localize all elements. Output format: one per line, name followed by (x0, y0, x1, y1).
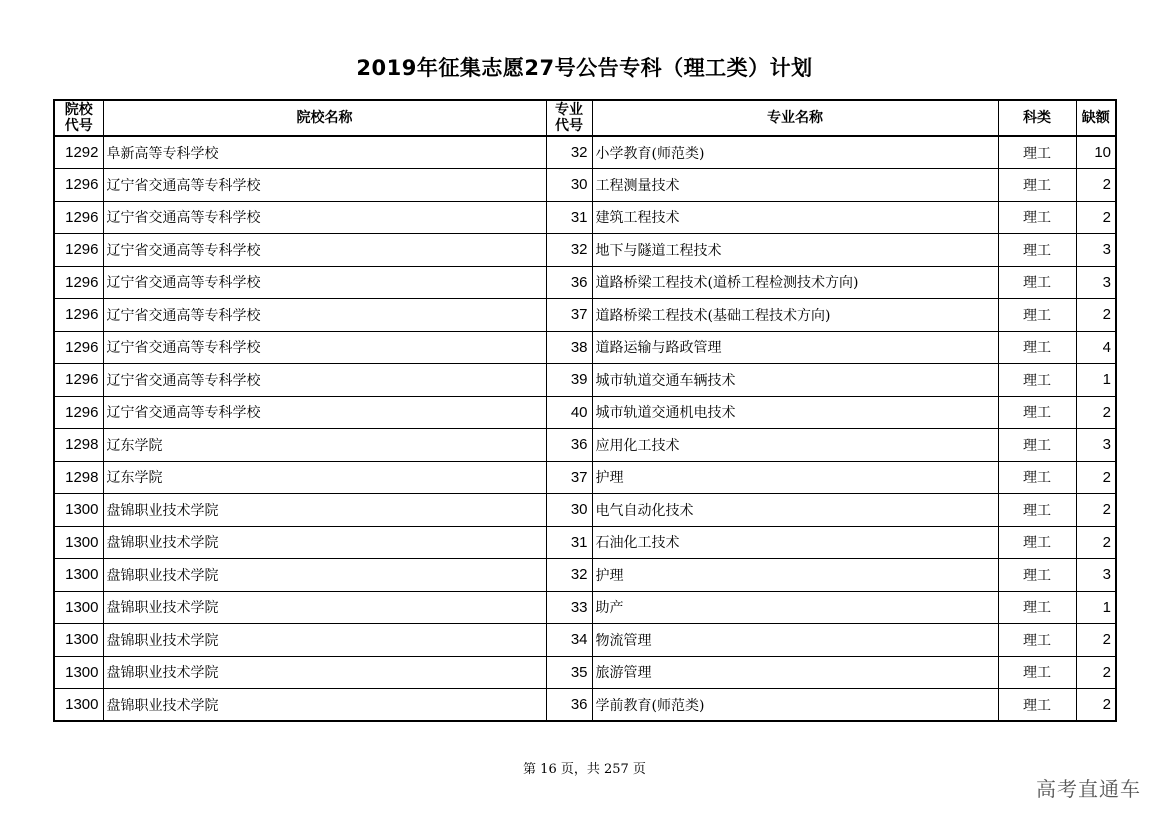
cell-category: 理工 (998, 364, 1076, 397)
table-row (54, 299, 1116, 332)
cell-school-code: 1296 (54, 299, 103, 332)
cell-major-code: 33 (546, 591, 592, 624)
cell-category: 理工 (998, 136, 1076, 169)
header-school-code (54, 100, 103, 136)
table-row (54, 461, 1116, 494)
header-major-name: 专业名称 (592, 100, 998, 136)
cell-school-code: 1300 (54, 559, 103, 592)
cell-vacancy: 2 (1076, 201, 1116, 234)
cell-school-name: 辽宁省交通高等专科学校 (103, 396, 546, 429)
table-row (54, 656, 1116, 689)
cell-school-code: 1296 (54, 364, 103, 397)
cell-category: 理工 (998, 526, 1076, 559)
cell-school-name: 辽宁省交通高等专科学校 (103, 266, 546, 299)
cell-school-code: 1292 (54, 136, 103, 169)
cell-school-name: 辽东学院 (103, 461, 546, 494)
table-row (54, 526, 1116, 559)
cell-school-code: 1300 (54, 494, 103, 527)
cell-vacancy: 3 (1076, 429, 1116, 462)
cell-school-code: 1298 (54, 429, 103, 462)
cell-major-code: 30 (546, 169, 592, 202)
cell-major-code: 32 (546, 136, 592, 169)
page-title: 2019年征集志愿27号公告专科（理工类）计划 (356, 56, 813, 80)
cell-category: 理工 (998, 201, 1076, 234)
cell-major-name: 道路桥梁工程技术(道桥工程检测技术方向) (592, 266, 998, 299)
cell-school-name: 辽宁省交通高等专科学校 (103, 234, 546, 267)
cell-major-name: 石油化工技术 (592, 526, 998, 559)
cell-school-name: 辽东学院 (103, 429, 546, 462)
cell-major-code: 40 (546, 396, 592, 429)
table-row (54, 396, 1116, 429)
cell-vacancy: 4 (1076, 331, 1116, 364)
cell-school-code: 1296 (54, 331, 103, 364)
plan-table (53, 99, 1117, 722)
cell-school-code: 1300 (54, 591, 103, 624)
cell-category: 理工 (998, 494, 1076, 527)
header-category: 科类 (998, 100, 1076, 136)
watermark: 高考直通车 (1036, 777, 1141, 801)
cell-category: 理工 (998, 461, 1076, 494)
table-row (54, 331, 1116, 364)
cell-vacancy: 1 (1076, 364, 1116, 397)
cell-vacancy: 2 (1076, 169, 1116, 202)
cell-school-name: 辽宁省交通高等专科学校 (103, 201, 546, 234)
cell-category: 理工 (998, 299, 1076, 332)
cell-major-code: 38 (546, 331, 592, 364)
cell-major-name: 护理 (592, 559, 998, 592)
table-row (54, 234, 1116, 267)
header-vacancy: 缺额 (1076, 100, 1116, 136)
cell-school-name: 盘锦职业技术学院 (103, 591, 546, 624)
cell-vacancy: 2 (1076, 689, 1116, 722)
cell-major-name: 建筑工程技术 (592, 201, 998, 234)
cell-category: 理工 (998, 591, 1076, 624)
cell-category: 理工 (998, 656, 1076, 689)
cell-category: 理工 (998, 169, 1076, 202)
cell-school-name: 盘锦职业技术学院 (103, 526, 546, 559)
cell-major-code: 36 (546, 266, 592, 299)
header-school-code-line2: 代号 (64, 118, 93, 134)
cell-category: 理工 (998, 396, 1076, 429)
table-row (54, 169, 1116, 202)
table-row (54, 624, 1116, 657)
header-school-name: 院校名称 (103, 100, 546, 136)
table-row (54, 201, 1116, 234)
cell-school-name: 辽宁省交通高等专科学校 (103, 299, 546, 332)
header-major-code (546, 100, 592, 136)
table-row (54, 494, 1116, 527)
cell-school-code: 1296 (54, 201, 103, 234)
cell-school-code: 1296 (54, 396, 103, 429)
cell-major-code: 32 (546, 559, 592, 592)
cell-major-code: 31 (546, 526, 592, 559)
cell-school-name: 阜新高等专科学校 (103, 136, 546, 169)
cell-major-code: 30 (546, 494, 592, 527)
table-row (54, 266, 1116, 299)
cell-category: 理工 (998, 234, 1076, 267)
cell-major-name: 城市轨道交通机电技术 (592, 396, 998, 429)
cell-vacancy: 2 (1076, 396, 1116, 429)
cell-major-name: 应用化工技术 (592, 429, 998, 462)
cell-school-name: 盘锦职业技术学院 (103, 656, 546, 689)
cell-major-name: 城市轨道交通车辆技术 (592, 364, 998, 397)
cell-category: 理工 (998, 624, 1076, 657)
cell-major-name: 道路运输与路政管理 (592, 331, 998, 364)
cell-school-name: 盘锦职业技术学院 (103, 559, 546, 592)
cell-school-code: 1300 (54, 689, 103, 722)
cell-school-name: 盘锦职业技术学院 (103, 494, 546, 527)
cell-major-code: 37 (546, 299, 592, 332)
cell-vacancy: 3 (1076, 559, 1116, 592)
cell-major-name: 道路桥梁工程技术(基础工程技术方向) (592, 299, 998, 332)
cell-major-name: 学前教育(师范类) (592, 689, 998, 722)
cell-school-code: 1300 (54, 656, 103, 689)
cell-school-name: 盘锦职业技术学院 (103, 624, 546, 657)
header-major-code-line2: 代号 (555, 118, 583, 134)
cell-school-code: 1298 (54, 461, 103, 494)
cell-major-name: 物流管理 (592, 624, 998, 657)
cell-major-code: 32 (546, 234, 592, 267)
cell-school-name: 盘锦职业技术学院 (103, 689, 546, 722)
cell-major-name: 地下与隧道工程技术 (592, 234, 998, 267)
header-school-code-line1: 院校 (64, 102, 93, 118)
cell-school-name: 辽宁省交通高等专科学校 (103, 169, 546, 202)
header-major-code-line1: 专业 (555, 102, 583, 118)
table-row (54, 429, 1116, 462)
cell-major-code: 37 (546, 461, 592, 494)
cell-major-name: 电气自动化技术 (592, 494, 998, 527)
page-footer: 第 16 页，共 257 页 (523, 762, 646, 777)
cell-vacancy: 2 (1076, 494, 1116, 527)
cell-major-code: 36 (546, 689, 592, 722)
cell-vacancy: 2 (1076, 624, 1116, 657)
cell-vacancy: 1 (1076, 591, 1116, 624)
cell-vacancy: 2 (1076, 526, 1116, 559)
cell-vacancy: 2 (1076, 299, 1116, 332)
cell-school-code: 1296 (54, 266, 103, 299)
cell-vacancy: 3 (1076, 234, 1116, 267)
table-row (54, 591, 1116, 624)
cell-category: 理工 (998, 266, 1076, 299)
table-row (54, 559, 1116, 592)
cell-category: 理工 (998, 429, 1076, 462)
cell-school-name: 辽宁省交通高等专科学校 (103, 331, 546, 364)
cell-vacancy: 2 (1076, 461, 1116, 494)
cell-school-name: 辽宁省交通高等专科学校 (103, 364, 546, 397)
table-header-row (54, 100, 1116, 136)
table-row (54, 689, 1116, 722)
cell-school-code: 1296 (54, 169, 103, 202)
cell-major-name: 护理 (592, 461, 998, 494)
cell-major-code: 39 (546, 364, 592, 397)
cell-major-name: 旅游管理 (592, 656, 998, 689)
cell-major-name: 助产 (592, 591, 998, 624)
cell-category: 理工 (998, 559, 1076, 592)
cell-major-code: 31 (546, 201, 592, 234)
cell-school-code: 1296 (54, 234, 103, 267)
cell-major-code: 34 (546, 624, 592, 657)
cell-school-code: 1300 (54, 526, 103, 559)
cell-category: 理工 (998, 331, 1076, 364)
table-row (54, 136, 1116, 169)
table-body (54, 136, 1116, 721)
cell-major-name: 工程测量技术 (592, 169, 998, 202)
cell-category: 理工 (998, 689, 1076, 722)
cell-major-code: 36 (546, 429, 592, 462)
cell-vacancy: 3 (1076, 266, 1116, 299)
cell-major-code: 35 (546, 656, 592, 689)
cell-vacancy: 2 (1076, 656, 1116, 689)
cell-school-code: 1300 (54, 624, 103, 657)
cell-vacancy: 10 (1076, 136, 1116, 169)
cell-major-name: 小学教育(师范类) (592, 136, 998, 169)
table-row (54, 364, 1116, 397)
